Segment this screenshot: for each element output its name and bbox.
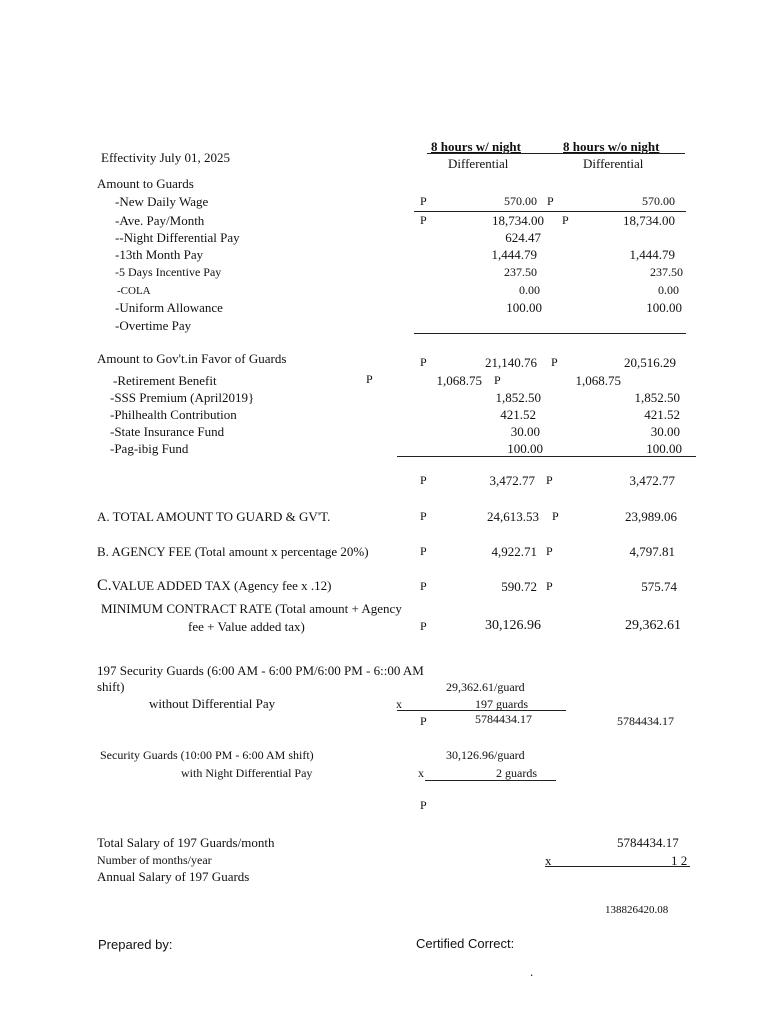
value-col1: 237.50	[504, 265, 537, 279]
months-value: 1 2	[671, 853, 688, 868]
value-col1: 0.00	[519, 283, 540, 297]
col1-title: 8 hours w/ night	[431, 139, 521, 154]
row-label: -Overtime Pay	[115, 318, 192, 333]
row-label: -5 Days Incentive Pay	[115, 265, 222, 279]
peso-sign: P	[546, 544, 553, 558]
value-col2: 100.00	[646, 441, 682, 456]
value-col2: 1,444.79	[629, 247, 675, 262]
mcr-label-line1: MINIMUM CONTRACT RATE (Total amount + Agency	[101, 601, 402, 616]
prepared-by: Prepared by:	[98, 937, 173, 952]
row-label: -Pag-ibig Fund	[110, 441, 189, 456]
section-rule	[397, 456, 696, 457]
peso-sign: P	[546, 473, 553, 487]
effectivity-date: Effectivity July 01, 2025	[101, 150, 231, 165]
col2-title: 8 hours w/o night	[563, 139, 660, 154]
agency-fee-col1: 4,922.71	[491, 544, 537, 559]
comp1-multiply: x	[396, 697, 402, 711]
peso-sign: P	[420, 579, 427, 593]
value-col2: 20,516.29	[624, 355, 676, 370]
comp1-rule	[397, 710, 566, 711]
certified-correct: Certified Correct:	[416, 936, 515, 951]
peso-sign: P	[420, 355, 427, 369]
comp2-multiply: x	[418, 766, 424, 780]
peso-sign: P	[420, 714, 427, 728]
value-col1: 21,140.76	[485, 355, 537, 370]
row-label: -SSS Premium (April2019}	[110, 390, 255, 405]
row-label: --Night Differential Pay	[115, 230, 240, 245]
months-label: Number of months/year	[97, 853, 212, 867]
comp1-rate: 29,362.61/guard	[446, 680, 525, 694]
govt-heading: Amount to Gov't.in Favor of Guards	[97, 351, 287, 366]
value-col1: 1,068.75	[436, 373, 482, 388]
value-col2: 1,852.50	[634, 390, 680, 405]
peso-sign: P	[552, 509, 559, 523]
peso-sign: P	[420, 509, 427, 523]
value-col2: 18,734.00	[623, 213, 675, 228]
comp2-count: 2 guards	[496, 766, 537, 780]
value-col1: 18,734.00	[492, 213, 544, 228]
value-col1: 1,852.50	[495, 390, 541, 405]
govt-subtotal-col1: 3,472.77	[489, 473, 535, 488]
peso-sign: P	[420, 194, 427, 208]
vat-prefix: C.	[97, 577, 112, 594]
row-label: -Ave. Pay/Month	[115, 213, 205, 228]
value-col1: 1,444.79	[491, 247, 537, 262]
comp1-right-value: 5784434.17	[617, 714, 674, 728]
comp2-rate: 30,126.96/guard	[446, 748, 525, 762]
govt-subtotal-col2: 3,472.77	[629, 473, 675, 488]
row-label: -COLA	[117, 285, 151, 297]
value-col2: 0.00	[658, 283, 679, 297]
vat-label	[97, 578, 331, 593]
peso-sign: P	[546, 579, 553, 593]
col2-subtitle: Differential	[583, 156, 644, 171]
mcr-col2: 29,362.61	[625, 618, 681, 633]
signature-dot: .	[530, 964, 534, 979]
value-col1: 421.52	[500, 407, 536, 422]
vat-col2: 575.74	[641, 579, 677, 594]
value-col1: 30.00	[510, 424, 540, 439]
comp1-line2: shift)	[97, 679, 125, 694]
row-label: -Retirement Benefit	[113, 373, 217, 388]
row-label: -State Insurance Fund	[110, 424, 225, 439]
value-col2: 100.00	[646, 300, 682, 315]
total-amount-label: A. TOTAL AMOUNT TO GUARD & GV'T.	[97, 509, 331, 524]
comp2-rule	[425, 780, 556, 781]
value-col1: 570.00	[504, 194, 537, 208]
annual-salary-value: 138826420.08	[605, 904, 669, 916]
section-rule	[414, 333, 686, 334]
vat-text: VALUE ADDED TAX (Agency fee x .12)	[111, 578, 332, 593]
total-amount-col2: 23,989.06	[625, 509, 677, 524]
mcr-label-line2: fee + Value added tax)	[188, 619, 305, 634]
value-col2: 30.00	[650, 424, 680, 439]
peso-sign: P	[420, 619, 427, 633]
mcr-col1: 30,126.96	[485, 618, 541, 633]
peso-sign: P	[420, 798, 427, 812]
agency-fee-col2: 4,797.81	[629, 544, 675, 559]
value-col2: 570.00	[642, 194, 675, 208]
row-rule	[414, 211, 686, 212]
value-col2: 237.50	[650, 265, 683, 279]
value-col1: 100.00	[507, 441, 543, 456]
vat-col1: 590.72	[501, 579, 537, 594]
total-salary-label: Total Salary of 197 Guards/month	[97, 835, 275, 850]
comp1-line3: without Differential Pay	[149, 696, 276, 711]
peso-sign: P	[551, 355, 558, 369]
header-rule	[427, 153, 685, 154]
comp2-line1: Security Guards (10:00 PM - 6:00 AM shift)	[100, 748, 314, 762]
months-rule	[545, 866, 690, 867]
peso-sign: P	[562, 213, 569, 227]
peso-sign: P	[420, 544, 427, 558]
row-label: -13th Month Pay	[115, 247, 204, 262]
annual-salary-label: Annual Salary of 197 Guards	[97, 869, 250, 884]
value-col1: 100.00	[506, 300, 542, 315]
agency-fee-label: B. AGENCY FEE (Total amount x percentage 20%)	[97, 544, 369, 559]
peso-sign: P	[420, 213, 427, 227]
total-salary-value: 5784434.17	[617, 835, 679, 850]
col1-subtitle: Differential	[448, 156, 509, 171]
peso-sign: P	[547, 194, 554, 208]
months-multiply: x	[545, 853, 552, 868]
peso-sign: P	[366, 372, 373, 386]
comp1-product: 5784434.17	[475, 712, 532, 726]
row-label: -Philhealth Contribution	[110, 407, 237, 422]
guards-heading: Amount to Guards	[97, 176, 194, 191]
value-col2: 1,068.75	[575, 373, 621, 388]
row-label: -New Daily Wage	[115, 194, 209, 209]
value-col2: 421.52	[644, 407, 680, 422]
peso-sign: P	[420, 473, 427, 487]
value-col1: 624.47	[505, 230, 541, 245]
comp2-line2: with Night Differential Pay	[181, 766, 313, 780]
comp1-count: 197 guards	[475, 697, 528, 711]
row-label: -Uniform Allowance	[115, 300, 223, 315]
peso-sign: P	[494, 373, 501, 387]
comp1-line1: 197 Security Guards (6:00 AM - 6:00 PM/6:00 PM - 6::00 AM	[97, 663, 424, 678]
total-amount-col1: 24,613.53	[487, 509, 539, 524]
